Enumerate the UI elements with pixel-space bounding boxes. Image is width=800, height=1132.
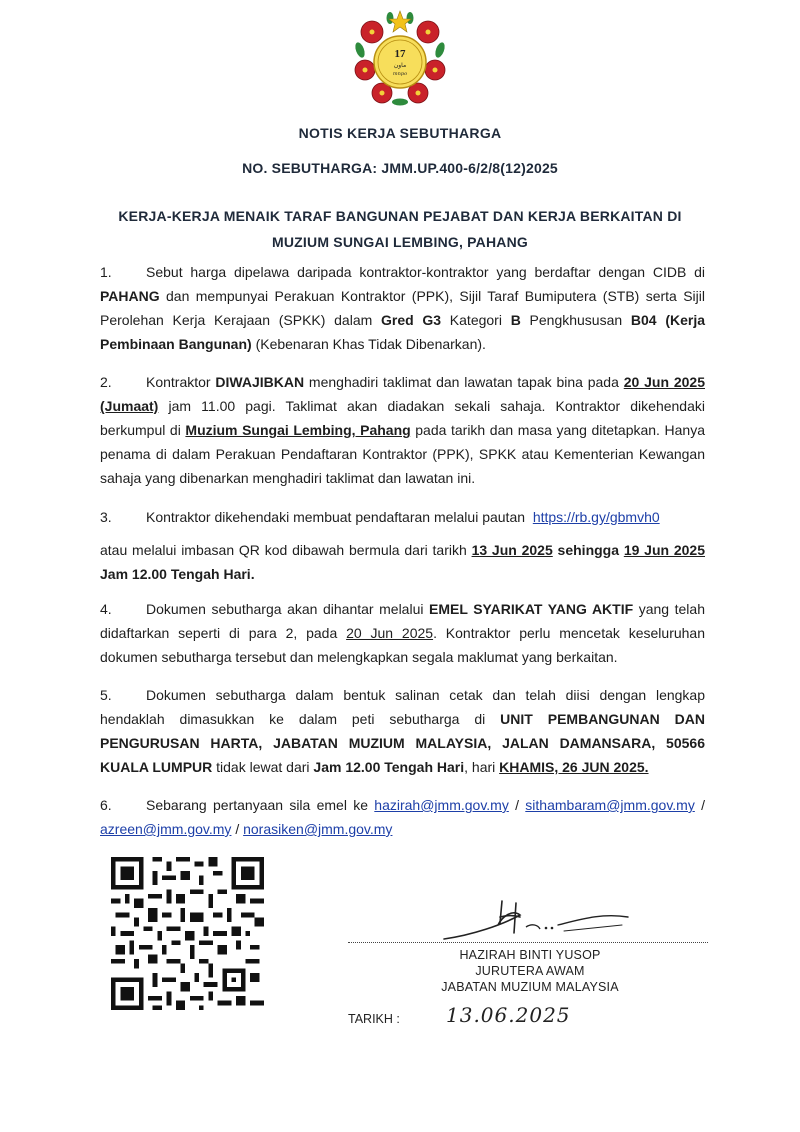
- signature-line: [348, 942, 708, 943]
- email-link-sithambaram[interactable]: sithambaram@jmm.gov.my: [525, 797, 695, 813]
- paragraph-3: 3. Kontraktor dikehendaki membuat pendaftaran melalui pautan https://rb.gy/gbmvh0: [100, 505, 705, 529]
- paragraph-6: 6. Sebarang pertanyaan sila emel ke hazirah@jmm.gov.my / sithambaram@jmm.gov.my / azreen@jmm.gov.my / norasiken@jmm.gov.my: [100, 793, 705, 841]
- logo-text-1: 17: [394, 48, 406, 60]
- para-number: 4.: [100, 601, 112, 617]
- paragraph-1: 1. Sebut harga dipelawa daripada kontraktor-kontraktor yang berdaftar dengan CIDB di PAHANG dan mempunyai Perakuan Kontraktor (PPK), Sijil Taraf Bumiputera (STB) serta Sijil Perolehan Kerja Kerajaan (SPKK) dalam Gred G3 Kategori B Pengkhususan B04 (Kerja Pembinaan Bangunan) (Kebenaran Khas Tidak Dibenarkan).: [100, 260, 705, 356]
- signatory-position: JURUTERA AWAM: [475, 964, 585, 978]
- date-label: TARIKH :: [348, 1012, 400, 1026]
- notice-title: NOTIS KERJA SEBUTHARGA: [298, 125, 502, 141]
- email-link-azreen[interactable]: azreen@jmm.gov.my: [100, 821, 232, 837]
- handwritten-date: 13.06.2025: [446, 1003, 571, 1027]
- registration-qr-code[interactable]: [111, 857, 264, 1010]
- paragraph-3-continued: atau melalui imbasan QR kod dibawah bermula dari tarikh 13 Jun 2025 sehingga 19 Jun 2025 Jam 12.00 Tengah Hari.: [100, 542, 706, 582]
- logo-text-2: ماون: [393, 62, 407, 69]
- paragraph-4: 4. Dokumen sebutharga akan dihantar melalui EMEL SYARIKAT YANG AKTIF yang telah didaftarkan seperti di para 2, pada 20 Jun 2025. Kontraktor perlu mencetak keseluruhan dokumen sebutharga tersebut dan melengkapkan segala maklumat yang berkaitan.: [100, 597, 705, 669]
- para-number: 2.: [100, 374, 112, 390]
- handwritten-signature: [442, 895, 632, 945]
- email-link-hazirah[interactable]: hazirah@jmm.gov.my: [374, 797, 509, 813]
- signatory-department: JABATAN MUZIUM MALAYSIA: [441, 980, 619, 994]
- para-number: 5.: [100, 687, 112, 703]
- signatory-name: HAZIRAH BINTI YUSOP: [459, 948, 601, 962]
- paragraph-2: 2. Kontraktor DIWAJIBKAN menghadiri taklimat dan lawatan tapak bina pada 20 Jun 2025 (Jumaat) jam 11.00 pagi. Taklimat akan diadakan sekali sahaja. Kontraktor dikehendaki berkumpul di Muzium Sungai Lembing, Pahang pada tarikh dan masa yang ditetapkan. Hanya penama di dalam Perakuan Pendaftaran Kontraktor (PPK), SPKK atau Kementerian Kewangan sahaja yang dibenarkan menghadiri taklimat dan lawatan ini.: [100, 370, 705, 490]
- paragraph-5: 5. Dokumen sebutharga dalam bentuk salinan cetak dan telah diisi dengan lengkap hendaklah dimasukkan ke dalam peti sebutharga di UNIT PEMBANGUNAN DAN PENGURUSAN HARTA, JABATAN MUZIUM MALAYSIA, JALAN DAMANSARA, 50566 KUALA LUMPUR tidak lewat dari Jam 12.00 Tengah Hari, hari KHAMIS, 26 JUN 2025.: [100, 683, 705, 779]
- email-link-norasiken[interactable]: norasiken@jmm.gov.my: [243, 821, 393, 837]
- registration-link[interactable]: https://rb.gy/gbmvh0: [532, 509, 660, 525]
- subject-line-2: MUZIUM SUNGAI LEMBING, PAHANG: [272, 234, 528, 250]
- para-number: 3.: [100, 509, 112, 525]
- subject-line-1: KERJA-KERJA MENAIK TARAF BANGUNAN PEJABAT DAN KERJA BERKAITAN DI: [118, 208, 682, 224]
- logo-text-3: mnpo: [392, 71, 408, 77]
- quotation-number: NO. SEBUTHARGA: JMM.UP.400-6/2/8(12)2025: [242, 160, 558, 176]
- para-number: 6.: [100, 797, 112, 813]
- notice-subject: [0, 203, 800, 255]
- department-logo: [352, 10, 448, 106]
- para-number: 1.: [100, 264, 112, 280]
